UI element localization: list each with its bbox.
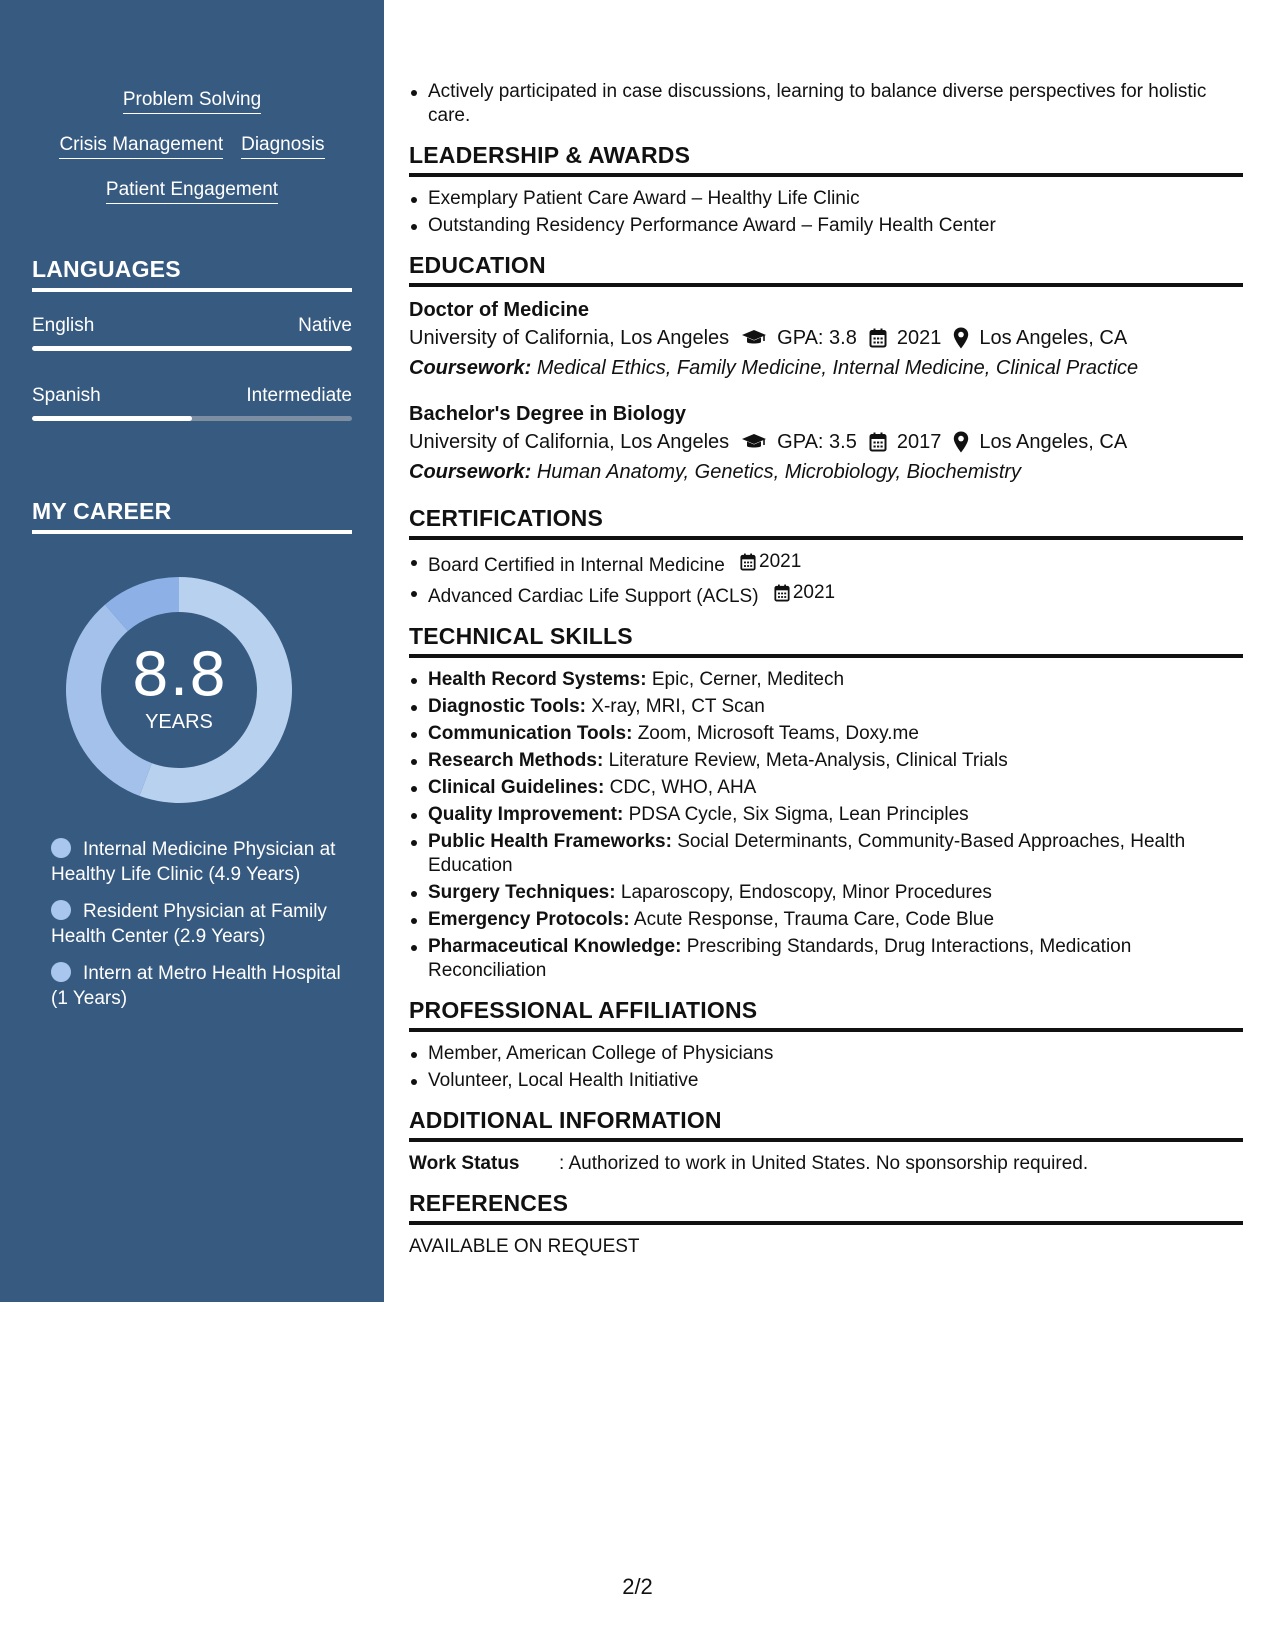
skill-label: Research Methods:: [428, 750, 604, 771]
school-name: University of California, Los Angeles: [409, 431, 730, 453]
career-list: [51, 837, 341, 1023]
certifications-list: [409, 550, 1243, 609]
certification-year: 2021: [792, 582, 836, 603]
map-pin-icon: [953, 431, 969, 453]
school-location: Los Angeles, CA: [979, 327, 1128, 349]
skill-item: [409, 881, 1243, 905]
career-item: [51, 837, 341, 887]
language-level: Intermediate: [246, 385, 352, 406]
coursework-label: Coursework:: [409, 461, 532, 483]
skills-tags: [0, 88, 384, 223]
leadership-heading: LEADERSHIP & AWARDS: [409, 142, 1243, 177]
calendar-icon: [869, 432, 887, 452]
career-heading: MY CAREER: [32, 498, 352, 534]
coursework-list: Human Anatomy, Genetics, Microbiology, Biochemistry: [536, 461, 1022, 483]
career-donut-chart: [66, 577, 292, 803]
list-item: Exemplary Patient Care Award – Healthy Life Clinic: [409, 187, 1243, 211]
education-details: [409, 323, 1243, 353]
education-entry: [409, 401, 1243, 487]
skill-value: Literature Review, Meta-Analysis, Clinical Trials: [608, 750, 1008, 771]
skill-value: Acute Response, Trauma Care, Code Blue: [633, 909, 995, 930]
graduation-year: 2021: [896, 327, 942, 349]
career-text: Resident Physician at Family Health Center (2.9 Years): [51, 901, 327, 947]
language-english: [32, 315, 352, 351]
list-item: Member, American College of Physicians: [409, 1042, 1243, 1066]
experience-bullets: [409, 80, 1243, 128]
school-name: University of California, Los Angeles: [409, 327, 730, 349]
skill-label: Health Record Systems:: [428, 669, 647, 690]
calendar-icon: [869, 328, 887, 348]
graduation-year: 2017: [896, 431, 942, 453]
degree-title: Doctor of Medicine: [409, 299, 590, 321]
skill-item: [409, 908, 1243, 932]
language-bar: [32, 346, 352, 351]
gpa: GPA: 3.8: [777, 327, 857, 349]
skill-item: [409, 935, 1243, 983]
references-text: AVAILABLE ON REQUEST: [409, 1236, 640, 1257]
language-level: Native: [298, 315, 352, 336]
work-status-label: Work Status: [409, 1153, 520, 1174]
list-item: Outstanding Residency Performance Award – Family Health Center: [409, 214, 1243, 238]
skill-item: [409, 749, 1243, 773]
skill-label: Pharmaceutical Knowledge:: [428, 936, 682, 957]
coursework-list: Medical Ethics, Family Medicine, Internal Medicine, Clinical Practice: [536, 357, 1139, 379]
skill-item: [409, 803, 1243, 827]
references-heading: REFERENCES: [409, 1190, 1243, 1225]
skill-label: Surgery Techniques:: [428, 882, 616, 903]
skill-value: Zoom, Microsoft Teams, Doxy.me: [637, 723, 919, 744]
coursework: [409, 353, 1243, 383]
skill-value: Epic, Cerner, Meditech: [651, 669, 845, 690]
skill-label: Public Health Frameworks:: [428, 831, 672, 852]
certification-name: Board Certified in Internal Medicine: [428, 555, 725, 576]
language-bar-fill: [32, 416, 192, 421]
skill-value: Prescribing Standards, Drug Interactions, Medication Reconciliation: [428, 936, 1132, 981]
technical-skills-heading: TECHNICAL SKILLS: [409, 623, 1243, 658]
education-entry: [409, 297, 1243, 383]
list-item: Volunteer, Local Health Initiative: [409, 1069, 1243, 1093]
career-dot: [51, 838, 71, 858]
skill-value: Social Determinants, Community-Based Approaches, Health Education: [428, 831, 1186, 876]
page-number: 2/2: [622, 1574, 653, 1599]
gpa: GPA: 3.5: [777, 431, 857, 453]
calendar-icon: [740, 553, 756, 571]
coursework: [409, 457, 1243, 487]
skill-row: [0, 178, 384, 223]
skill-item: [409, 776, 1243, 800]
skill-tag: Patient Engagement: [106, 178, 278, 204]
work-status-value: : Authorized to work in United States. No sponsorship required.: [559, 1153, 1089, 1174]
list-item: Actively participated in case discussions, learning to balance diverse perspectives for holistic care.: [409, 80, 1243, 128]
additional-info-heading: ADDITIONAL INFORMATION: [409, 1107, 1243, 1142]
certification-name: Advanced Cardiac Life Support (ACLS): [428, 586, 759, 607]
career-dot: [51, 962, 71, 982]
language-spanish: [32, 385, 352, 421]
languages-heading: LANGUAGES: [32, 256, 352, 292]
education-heading: EDUCATION: [409, 252, 1243, 287]
education-details: [409, 427, 1243, 457]
graduation-cap-icon: [741, 433, 767, 451]
work-status-row: [409, 1152, 1243, 1176]
affiliations-list: [409, 1042, 1243, 1093]
skill-tag: Problem Solving: [123, 88, 261, 114]
map-pin-icon: [953, 327, 969, 349]
coursework-label: Coursework:: [409, 357, 532, 379]
language-bar-fill: [32, 346, 352, 351]
main-content: [409, 80, 1243, 1259]
skill-tag: Diagnosis: [241, 133, 324, 159]
skill-value: Laparoscopy, Endoscopy, Minor Procedures: [620, 882, 992, 903]
skill-label: Emergency Protocols:: [428, 909, 630, 930]
skill-value: PDSA Cycle, Six Sigma, Lean Principles: [628, 804, 969, 825]
certification-year: 2021: [759, 551, 802, 572]
career-total: 8.8: [131, 640, 227, 710]
school-location: Los Angeles, CA: [979, 431, 1128, 453]
certification-item: [409, 581, 1243, 609]
career-item: [51, 961, 341, 1011]
calendar-icon: [774, 584, 790, 602]
sidebar: [0, 0, 384, 1302]
skill-tag: Crisis Management: [59, 133, 223, 159]
language-name: Spanish: [32, 385, 101, 406]
career-text: Intern at Metro Health Hospital (1 Years): [51, 963, 341, 1009]
technical-skills-list: [409, 668, 1243, 983]
language-name: English: [32, 315, 95, 336]
degree-title: Bachelor's Degree in Biology: [409, 403, 687, 425]
skill-item: [409, 668, 1243, 692]
affiliations-heading: PROFESSIONAL AFFILIATIONS: [409, 997, 1243, 1032]
leadership-list: [409, 187, 1243, 238]
certifications-heading: CERTIFICATIONS: [409, 505, 1243, 540]
career-text: Internal Medicine Physician at Healthy Life Clinic (4.9 Years): [51, 839, 336, 885]
skill-item: [409, 830, 1243, 878]
skill-item: [409, 722, 1243, 746]
skill-value: X-ray, MRI, CT Scan: [591, 696, 765, 717]
skill-label: Clinical Guidelines:: [428, 777, 605, 798]
certification-item: [409, 550, 1243, 578]
skill-row: [0, 133, 384, 178]
skill-item: [409, 695, 1243, 719]
career-unit: YEARS: [145, 711, 213, 733]
skill-label: Diagnostic Tools:: [428, 696, 586, 717]
graduation-cap-icon: [741, 329, 767, 347]
skill-label: Communication Tools:: [428, 723, 633, 744]
career-item: [51, 899, 341, 949]
skill-value: CDC, WHO, AHA: [609, 777, 757, 798]
career-dot: [51, 900, 71, 920]
language-bar: [32, 416, 352, 421]
skill-row: [0, 88, 384, 133]
skill-label: Quality Improvement:: [428, 804, 624, 825]
